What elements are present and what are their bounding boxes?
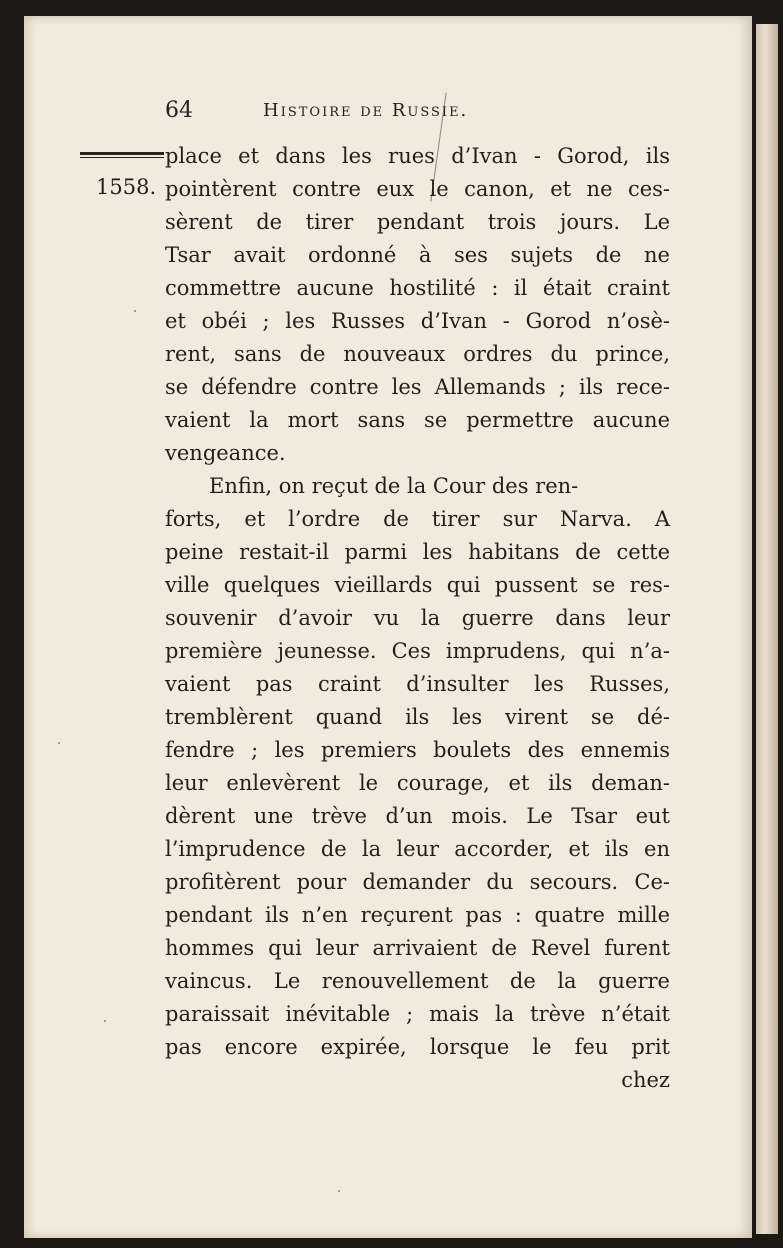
- text-line: profitèrent pour demander du secours. Ce-: [165, 870, 670, 894]
- page-header: [165, 98, 670, 128]
- margin-year-note: 1558.: [96, 175, 157, 199]
- body-text: [165, 140, 670, 1097]
- text-line: forts, et l’ordre de tirer sur Narva. A: [165, 507, 670, 531]
- text-line: pendant ils n’en reçurent pas : quatre mille: [165, 903, 670, 927]
- catchword: chez: [621, 1068, 670, 1092]
- text-line: hommes qui leur arrivaient de Revel furent: [165, 936, 670, 960]
- text-line: leur enlevèrent le courage, et ils deman-: [165, 771, 670, 795]
- text-line: tremblèrent quand ils les virent se dé-: [165, 705, 670, 729]
- text-line: rent, sans de nouveaux ordres du prince,: [165, 342, 670, 366]
- text-line: place et dans les rues d’Ivan - Gorod, ils: [165, 144, 670, 168]
- text-line: l’imprudence de la leur accorder, et ils en: [165, 837, 670, 861]
- text-line: commettre aucune hostilité : il était craint: [165, 276, 670, 300]
- adjacent-page-edge: [756, 24, 778, 1234]
- text-line: fendre ; les premiers boulets des ennemis: [165, 738, 670, 762]
- text-line: pointèrent contre eux le canon, et ne ces-: [165, 177, 670, 201]
- text-line: ville quelques vieillards qui pussent se res-: [165, 573, 670, 597]
- text-line: souvenir d’avoir vu la guerre dans leur: [165, 606, 670, 630]
- text-line: vaient la mort sans se permettre aucune: [165, 408, 670, 432]
- text-line: pas encore expirée, lorsque le feu prit: [165, 1035, 670, 1059]
- text-line: sèrent de tirer pendant trois jours. Le: [165, 210, 670, 234]
- text-line: Enfin, on reçut de la Cour des ren-: [209, 474, 579, 498]
- page-number: 64: [165, 98, 193, 123]
- text-line: première jeunesse. Ces imprudens, qui n’a-: [165, 639, 670, 663]
- text-line: vengeance.: [165, 441, 286, 465]
- margin-rule: [80, 152, 164, 160]
- text-line: vaincus. Le renouvellement de la guerre: [165, 969, 670, 993]
- text-line: et obéi ; les Russes d’Ivan - Gorod n’osè-: [165, 309, 670, 333]
- text-line: Tsar avait ordonné à ses sujets de ne: [165, 243, 670, 267]
- text-line: paraissait inévitable ; mais la trève n’était: [165, 1002, 670, 1026]
- text-line: dèrent une trève d’un mois. Le Tsar eut: [165, 804, 670, 828]
- text-line: peine restait-il parmi les habitans de cette: [165, 540, 670, 564]
- text-line: se défendre contre les Allemands ; ils rece-: [165, 375, 670, 399]
- text-line: vaient pas craint d’insulter les Russes,: [165, 672, 670, 696]
- running-head: Histoire de Russie.: [263, 100, 469, 121]
